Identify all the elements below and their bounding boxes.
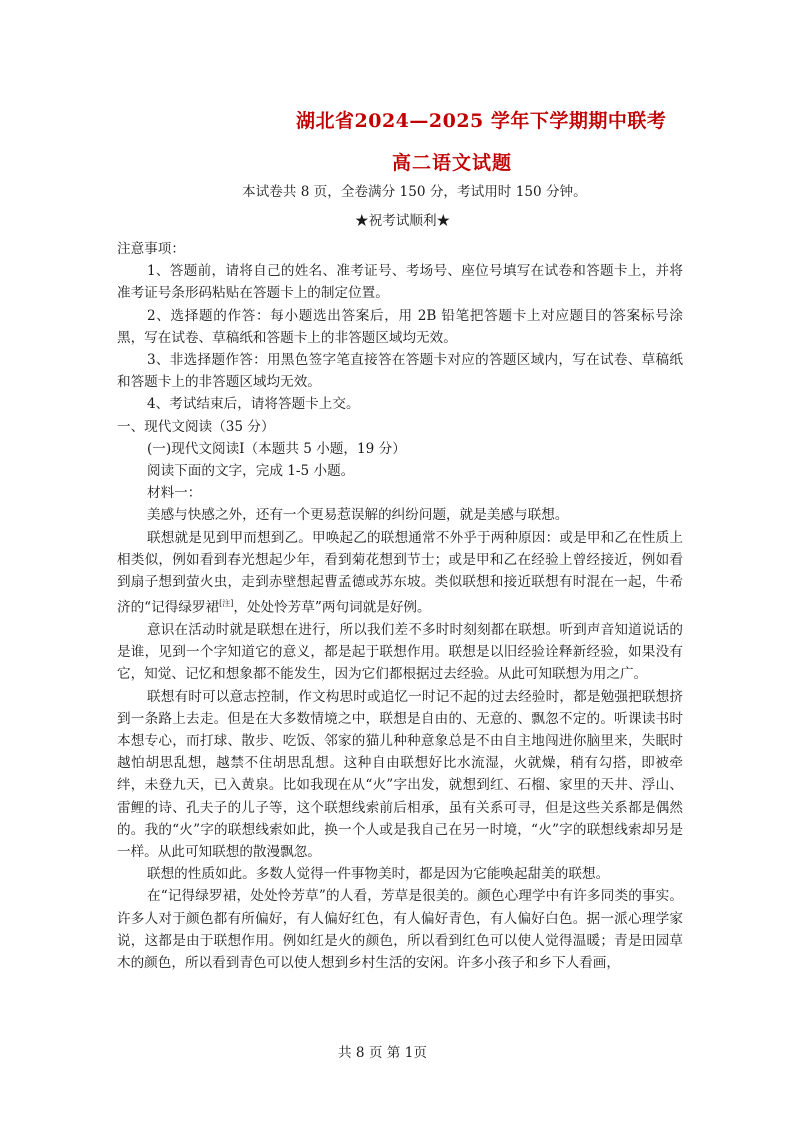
passage-paragraph-1: 美感与快感之外，还有一个更易惹误解的纠纷问题，就是美感与联想。 xyxy=(147,507,569,524)
passage-paragraph-2 xyxy=(117,527,683,619)
notice-item-4: 4、考试结束后，请将答题卡上交。 xyxy=(147,396,360,413)
good-luck-line: ★祝考试顺利★ xyxy=(355,213,451,229)
section-heading: 一、现代文阅读（35 分） xyxy=(117,418,275,435)
page-footer: 共 8 页 第 1页 xyxy=(338,1045,427,1061)
reading-instruction: 阅读下面的文字，完成 1-5 小题。 xyxy=(147,463,355,480)
notice-heading: 注意事项： xyxy=(117,241,185,257)
notice-item-2: 2、选择题的作答：每小题选出答案后，用 2B 铅笔把答题卡上对应题目的答案标号涂黑，写在试卷、草稿纸和答题卡上的非答题区域均无效。 xyxy=(117,307,683,346)
exam-info: 本试卷共 8 页，全卷满分 150 分，考试用时 150 分钟。 xyxy=(242,184,587,200)
passage-paragraph-6: 在“记得绿罗裙，处处怜芳草”的人看，芳草是很美的。颜色心理学中有许多同类的事实。许多人对于颜色都有所偏好，有人偏好红色，有人偏好青色，有人偏好白色。据一派心理学家说，这都是由于联想作用。例如红是火的颜色，所以看到红色可以使人觉得温暖；青是田园草木的颜色，所以看到青色可以使人想到乡村生活的安闲。许多小孩子和乡下人看画， xyxy=(117,888,683,972)
material-label: 材料一： xyxy=(147,485,202,502)
footnote-marker: [注] xyxy=(219,599,234,609)
document-body xyxy=(117,238,683,974)
exam-subtitle: 高二语文试题 xyxy=(392,152,513,174)
passage-paragraph-2-end: ，处处怜芳草”两句词就是好例。 xyxy=(233,599,431,616)
notice-item-3: 3、非选择题作答：用黑色签字笔直接答在答题卡对应的答题区域内，写在试卷、草稿纸和答题卡上的非答题区域均无效。 xyxy=(117,352,683,391)
passage-paragraph-5: 联想的性质如此。多数人觉得一件事物美时，都是因为它能唤起甜美的联想。 xyxy=(147,866,610,883)
subsection-heading: (一)现代文阅读Ⅰ（本题共 5 小题，19 分） xyxy=(147,440,406,457)
passage-paragraph-4: 联想有时可以意志控制，作文构思时或追忆一时记不起的过去经验时，都是勉强把联想挤到一条路上去走。但是在大多数情境之中，联想是自由的、无意的、飘忽不定的。听课读书时本想专心，而打球、散步、吃饭、邻家的猫儿种种意象总是不由自主地闯进你脑里来，失眠时越怕胡思乱想，越禁不住胡思乱想。这种自由联想好比水流湿，火就燥，稍有勾搭，即被牵绊，未登九天，已入黄泉。比如我现在从“火”字出发，就想到红、石榴、家里的天井、浮山、雷鲤的诗、孔夫子的儿子等，这个联想线索前后相承，虽有关系可寻，但是这些关系都是偶然的。我的“火”字的联想线索如此，换一个人或是我自己在另一时境，“火”字的联想线索却另是一样。从此可知联想的散漫飘忽。 xyxy=(117,688,683,861)
notice-item-1: 1、答题前，请将自己的姓名、准考证号、考场号、座位号填写在试卷和答题卡上，并将准考证号条形码粘贴在答题卡上的制定位置。 xyxy=(117,263,683,302)
exam-title: 湖北省2024—2025 学年下学期期中联考 xyxy=(296,110,667,132)
passage-paragraph-3: 意识在活动时就是联想在进行，所以我们差不多时时刻刻都在联想。听到声音知道说话的是谁，见到一个字知道它的意义，都是起于联想作用。联想是以旧经验诠释新经验，如果没有它，知觉、记忆和想象都不能发生，因为它们都根据过去经验。从此可知联想为用之广。 xyxy=(117,621,683,683)
passage-paragraph-2-text: 联想就是见到甲而想到乙。甲唤起乙的联想通常不外乎于两种原因：或是甲和乙在性质上相类似，例如看到春光想起少年，看到菊花想到节士；或是甲和乙在经验上曾经接近，例如看到扇子想到萤火虫，走到赤壁想起曹孟德或苏东坡。类似联想和接近联想有时混在一起，牛希济的“记得绿罗裙 xyxy=(117,529,683,616)
